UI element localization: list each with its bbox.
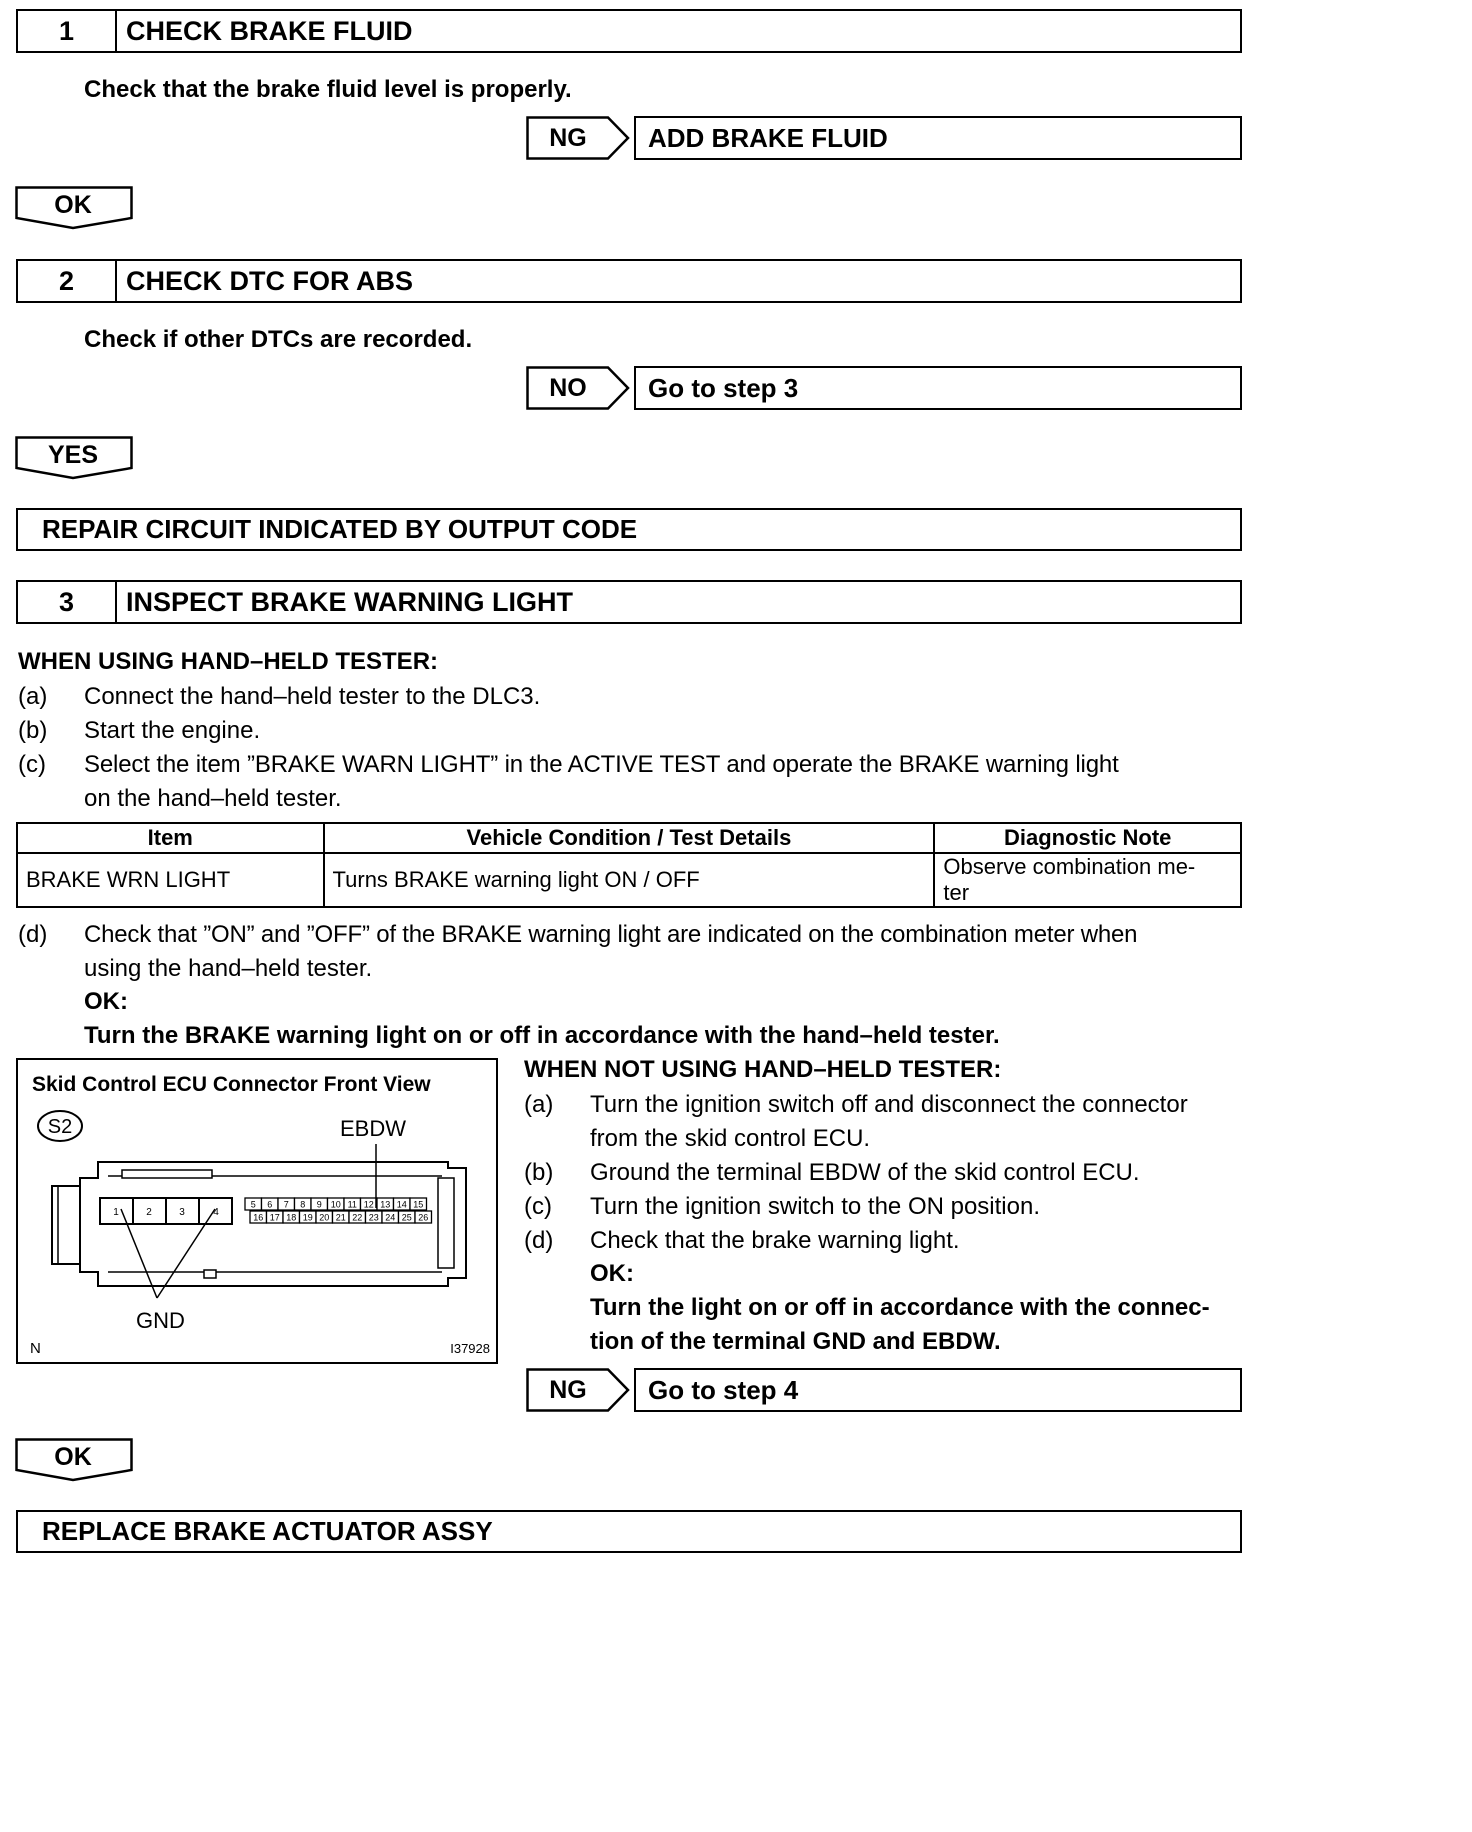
pin-label: 7	[283, 1199, 289, 1210]
connector-key-top	[122, 1170, 212, 1178]
table-header-row	[17, 823, 1241, 853]
no-tester-item-b-text: Ground the terminal EBDW of the skid control ECU.	[590, 1159, 1140, 1186]
step3-ok-pennant	[15, 1438, 133, 1482]
connector-figure	[16, 1058, 498, 1364]
figure-corner-left: N	[30, 1340, 41, 1357]
step1-title: CHECK BRAKE FLUID	[126, 15, 413, 46]
step3-header	[16, 580, 1242, 624]
pin-label: 9	[316, 1199, 322, 1210]
pin-label: 13	[380, 1199, 391, 1210]
pin-label: 15	[413, 1199, 424, 1210]
step3-ng-result: Go to step 4	[634, 1368, 1242, 1412]
tester-item-c-label: (c)	[18, 751, 46, 778]
no-tester-item-c-text: Turn the ignition switch to the ON position.	[590, 1193, 1040, 1220]
tester-item-d-text: Check that ”ON” and ”OFF” of the BRAKE warning light are indicated on the combination meter when	[84, 921, 1138, 948]
step3-ok-label: OK	[54, 1442, 92, 1471]
pin-label: 22	[352, 1212, 363, 1223]
no-tester-ok-text: Turn the light on or off in accordance with the connec-	[590, 1294, 1210, 1321]
table-cell-note-line1: Observe combination me-	[943, 854, 1196, 879]
no-tester-item-a	[524, 1088, 1250, 1156]
step2-instruction: Check if other DTCs are recorded.	[84, 326, 473, 353]
step1-ng-tag	[526, 116, 630, 160]
pin-label: 23	[368, 1212, 379, 1223]
step3-ok-result	[16, 1510, 1242, 1553]
no-tester-item-c	[524, 1190, 1250, 1224]
tester-item-c-text-cont: on the hand–held tester.	[84, 785, 342, 812]
tester-item-a-label: (a)	[18, 683, 48, 710]
table-cell-note-line2: ter	[943, 880, 970, 905]
no-tester-item-b	[524, 1156, 1250, 1190]
step3-title: INSPECT BRAKE WARNING LIGHT	[126, 586, 574, 617]
pin-label: 2	[146, 1207, 152, 1218]
pin-label: 6	[267, 1199, 273, 1210]
pin-label: 4	[213, 1207, 219, 1218]
tester-item-a-text: Connect the hand–held tester to the DLC3.	[84, 683, 541, 710]
step2-no-result: Go to step 3	[634, 366, 1242, 410]
no-tester-item-a-label: (a)	[524, 1091, 554, 1118]
ebdw-label: EBDW	[340, 1116, 406, 1141]
step1-ok-label: OK	[54, 190, 92, 219]
pin-label: 21	[335, 1212, 346, 1223]
no-tester-ok-label: OK:	[590, 1260, 634, 1287]
step3-number: 3	[18, 582, 117, 622]
step3-ng-tag	[526, 1368, 630, 1412]
pin-label: 20	[319, 1212, 330, 1223]
pin-label: 11	[347, 1199, 357, 1210]
tester-item-b-label: (b)	[18, 717, 48, 744]
figure-code: I37928	[450, 1341, 490, 1356]
step2-yes-result-text: REPAIR CIRCUIT INDICATED BY OUTPUT CODE	[42, 514, 638, 544]
tester-item-c	[18, 748, 1248, 816]
pin-label: 1	[113, 1207, 119, 1218]
no-tester-item-b-label: (b)	[524, 1159, 554, 1186]
pin-label: 8	[300, 1199, 306, 1210]
step3-ng-label: NG	[549, 1375, 587, 1404]
tester-ok-text: Turn the BRAKE warning light on or off in accordance with the hand–held tester.	[84, 1022, 1000, 1049]
pin-label: 10	[330, 1199, 341, 1210]
step2-number: 2	[18, 261, 117, 301]
step1-header	[16, 9, 1242, 53]
step1-number: 1	[18, 11, 117, 51]
tester-heading: WHEN USING HAND–HELD TESTER:	[18, 648, 439, 675]
pin-label: 19	[302, 1212, 313, 1223]
no-tester-item-c-label: (c)	[524, 1193, 552, 1220]
step2-yes-result	[16, 508, 1242, 551]
step1-ng-result: ADD BRAKE FLUID	[634, 116, 1242, 160]
small-pin-grid	[245, 1198, 432, 1223]
step2-yes-pennant	[15, 436, 133, 480]
connector-side-rib	[438, 1178, 454, 1268]
pin-label: 3	[179, 1207, 185, 1218]
connector-id: S2	[47, 1116, 73, 1138]
tester-item-d-text-cont: using the hand–held tester.	[84, 955, 373, 982]
connector-key-bottom	[204, 1270, 216, 1278]
figure-title: Skid Control ECU Connector Front View	[32, 1073, 431, 1096]
no-tester-item-a-text: Turn the ignition switch off and disconnect the connector	[590, 1091, 1188, 1118]
pin-label: 17	[269, 1212, 280, 1223]
step3-ok-result-text: REPLACE BRAKE ACTUATOR ASSY	[42, 1516, 493, 1546]
pin-label: 14	[396, 1199, 407, 1210]
step2-title: CHECK DTC FOR ABS	[126, 265, 413, 296]
tester-ok-label: OK:	[84, 988, 128, 1015]
active-test-table	[16, 822, 1242, 908]
table-cell-note	[934, 853, 1241, 907]
no-tester-item-d-label: (d)	[524, 1227, 554, 1254]
tester-item-a	[18, 680, 1248, 714]
table-cell: BRAKE WRN LIGHT	[17, 853, 324, 907]
step1-ok-pennant	[15, 186, 133, 230]
tester-item-d-label: (d)	[18, 921, 48, 948]
no-tester-item-a-text-cont: from the skid control ECU.	[590, 1125, 871, 1152]
table-header-cell: Vehicle Condition / Test Details	[324, 823, 935, 853]
gnd-label: GND	[136, 1308, 185, 1333]
tester-item-d	[18, 918, 1248, 986]
table-row	[17, 853, 1241, 907]
tester-item-c-text: Select the item ”BRAKE WARN LIGHT” in the ACTIVE TEST and operate the BRAKE warning light	[84, 751, 1119, 778]
connector-diagram	[18, 1060, 495, 1361]
pin-label: 26	[418, 1212, 429, 1223]
step2-yes-label: YES	[47, 440, 99, 469]
pin-label: 18	[286, 1212, 297, 1223]
no-tester-item-d-text: Check that the brake warning light.	[590, 1227, 960, 1254]
table-header-cell: Item	[17, 823, 324, 853]
step1-instruction: Check that the brake fluid level is properly.	[84, 76, 572, 103]
pin-label: 16	[253, 1212, 264, 1223]
no-tester-heading: WHEN NOT USING HAND–HELD TESTER:	[524, 1056, 1002, 1083]
step1-ng-label: NG	[549, 123, 587, 152]
pin-label: 24	[385, 1212, 396, 1223]
step2-no-tag	[526, 366, 630, 410]
connector-latch	[52, 1186, 80, 1264]
no-tester-ok-text-cont: tion of the terminal GND and EBDW.	[590, 1328, 1001, 1355]
step2-header	[16, 259, 1242, 303]
pin-label: 25	[401, 1212, 412, 1223]
no-tester-item-d	[524, 1224, 1250, 1258]
table-header-cell: Diagnostic Note	[934, 823, 1241, 853]
pin-label: 5	[250, 1199, 256, 1210]
table-cell: Turns BRAKE warning light ON / OFF	[324, 853, 935, 907]
step2-no-label: NO	[549, 373, 587, 402]
tester-item-b-text: Start the engine.	[84, 717, 261, 744]
tester-item-b	[18, 714, 1248, 748]
pin-label: 12	[363, 1199, 374, 1210]
